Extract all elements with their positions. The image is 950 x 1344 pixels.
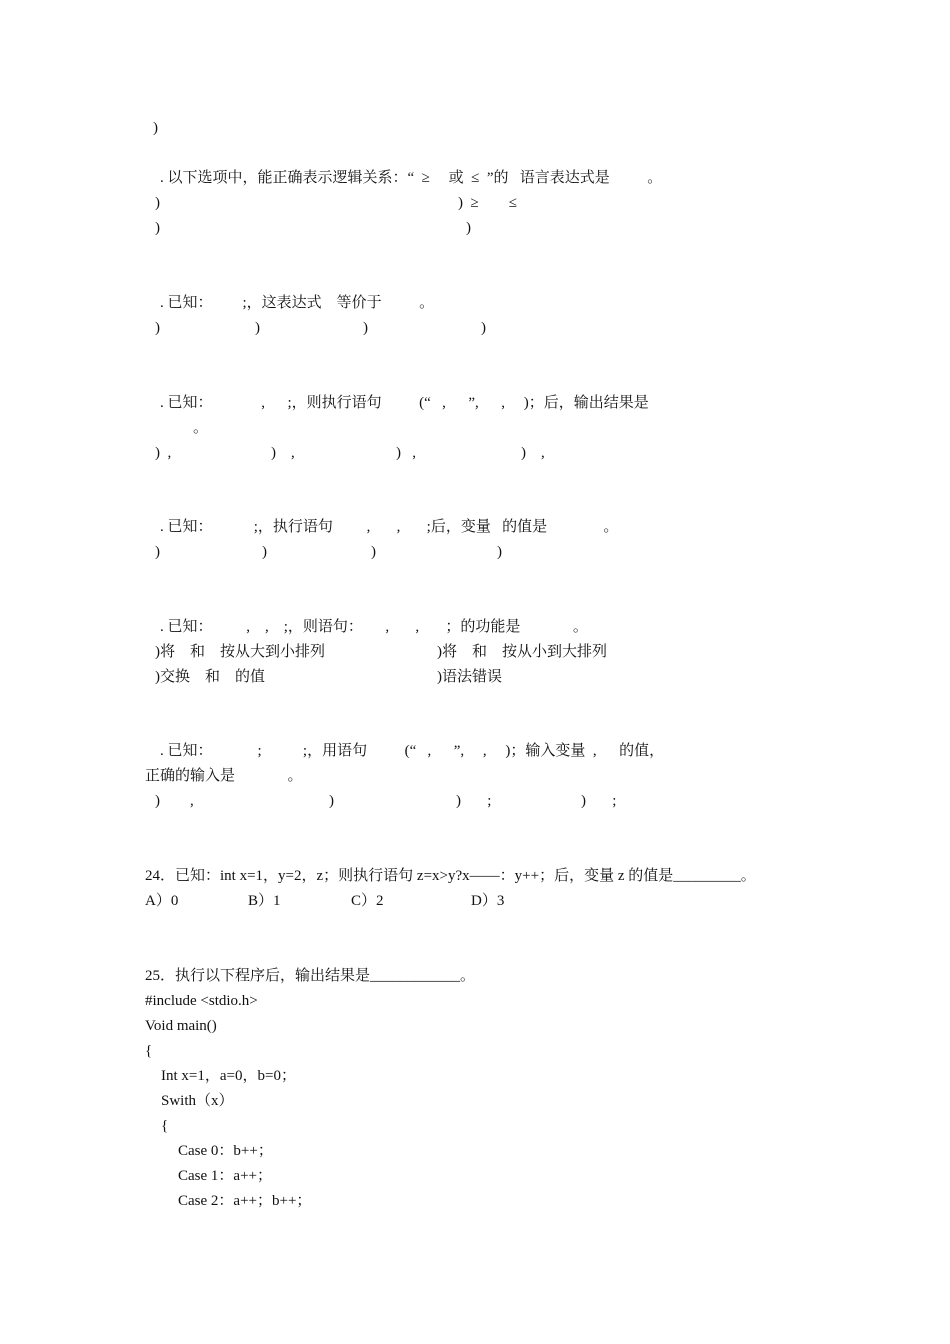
option-a: ) (155, 544, 160, 560)
option-c: )交换 和 的值 (155, 669, 265, 685)
code-line: Case 2：a++；b++； (178, 1193, 312, 1209)
code-line: { (145, 1043, 153, 1059)
code-line: #include <stdio.h> (145, 993, 258, 1009)
question-stem: . 已知： ;，这表达式 等价于 。 (160, 295, 435, 311)
option-d: )语法错误 (437, 669, 502, 685)
option-a: ) , (155, 793, 194, 809)
text-line: ) (153, 120, 158, 136)
question-stem: 24．已知：int x=1，y=2，z；则执行语句 z=x>y?x——：y++；后，变量 z 的值是_________。 (145, 868, 756, 884)
option-b: ) (329, 793, 334, 809)
option-b: ) (262, 544, 267, 560)
question-stem-continued: 。 (193, 420, 209, 436)
option-d: ) (466, 220, 471, 236)
question-stem: . 已知： , ;，则执行语句 (“ , ”, , )；后，输出结果是 (160, 395, 649, 411)
option-c: ) , (396, 445, 416, 461)
option-c: ) (371, 544, 376, 560)
code-line: Case 0：b++； (178, 1143, 273, 1159)
question-stem: . 已知： ;，执行语句 , , ;后，变量 的值是 。 (160, 519, 619, 535)
option-d: ) (481, 320, 486, 336)
code-line: Int x=1，a=0，b=0； (161, 1068, 296, 1084)
option-b: ) (255, 320, 260, 336)
option-a: ) (155, 320, 160, 336)
code-line: { (161, 1118, 169, 1134)
option-a: )将 和 按从大到小排列 (155, 644, 325, 660)
option-a: A）0 (145, 893, 179, 909)
option-c: ) (363, 320, 368, 336)
option-b: ) ≥ ≤ (458, 195, 517, 211)
option-a: ) (155, 195, 160, 211)
code-line: Case 1：a++； (178, 1168, 272, 1184)
option-c: ) (155, 220, 160, 236)
question-stem: . 已知： , , ;，则语句： , , ；的功能是 。 (160, 619, 588, 635)
option-d: D）3 (471, 893, 505, 909)
option-d: ) (497, 544, 502, 560)
code-line: Void main() (145, 1018, 217, 1034)
question-stem: . 以下选项中，能正确表示逻辑关系：“ ≥ 或 ≤ ”的 语言表达式是 。 (160, 170, 663, 186)
option-a: ) , (155, 445, 172, 461)
question-stem: . 已知： ; ;，用语句 (“ , ”, , )；输入变量 , 的值， (160, 743, 665, 759)
option-b: ) , (271, 445, 295, 461)
option-d: ) , (521, 445, 545, 461)
question-stem: 25．执行以下程序后，输出结果是____________。 (145, 968, 476, 984)
option-c: C）2 (351, 893, 384, 909)
option-d: ) ; (581, 793, 617, 809)
option-c: ) ; (456, 793, 492, 809)
question-stem-continued: 正确的输入是 。 (145, 768, 303, 784)
code-line: Swith（x） (161, 1093, 234, 1109)
option-b: B）1 (248, 893, 281, 909)
option-b: )将 和 按从小到大排列 (437, 644, 607, 660)
